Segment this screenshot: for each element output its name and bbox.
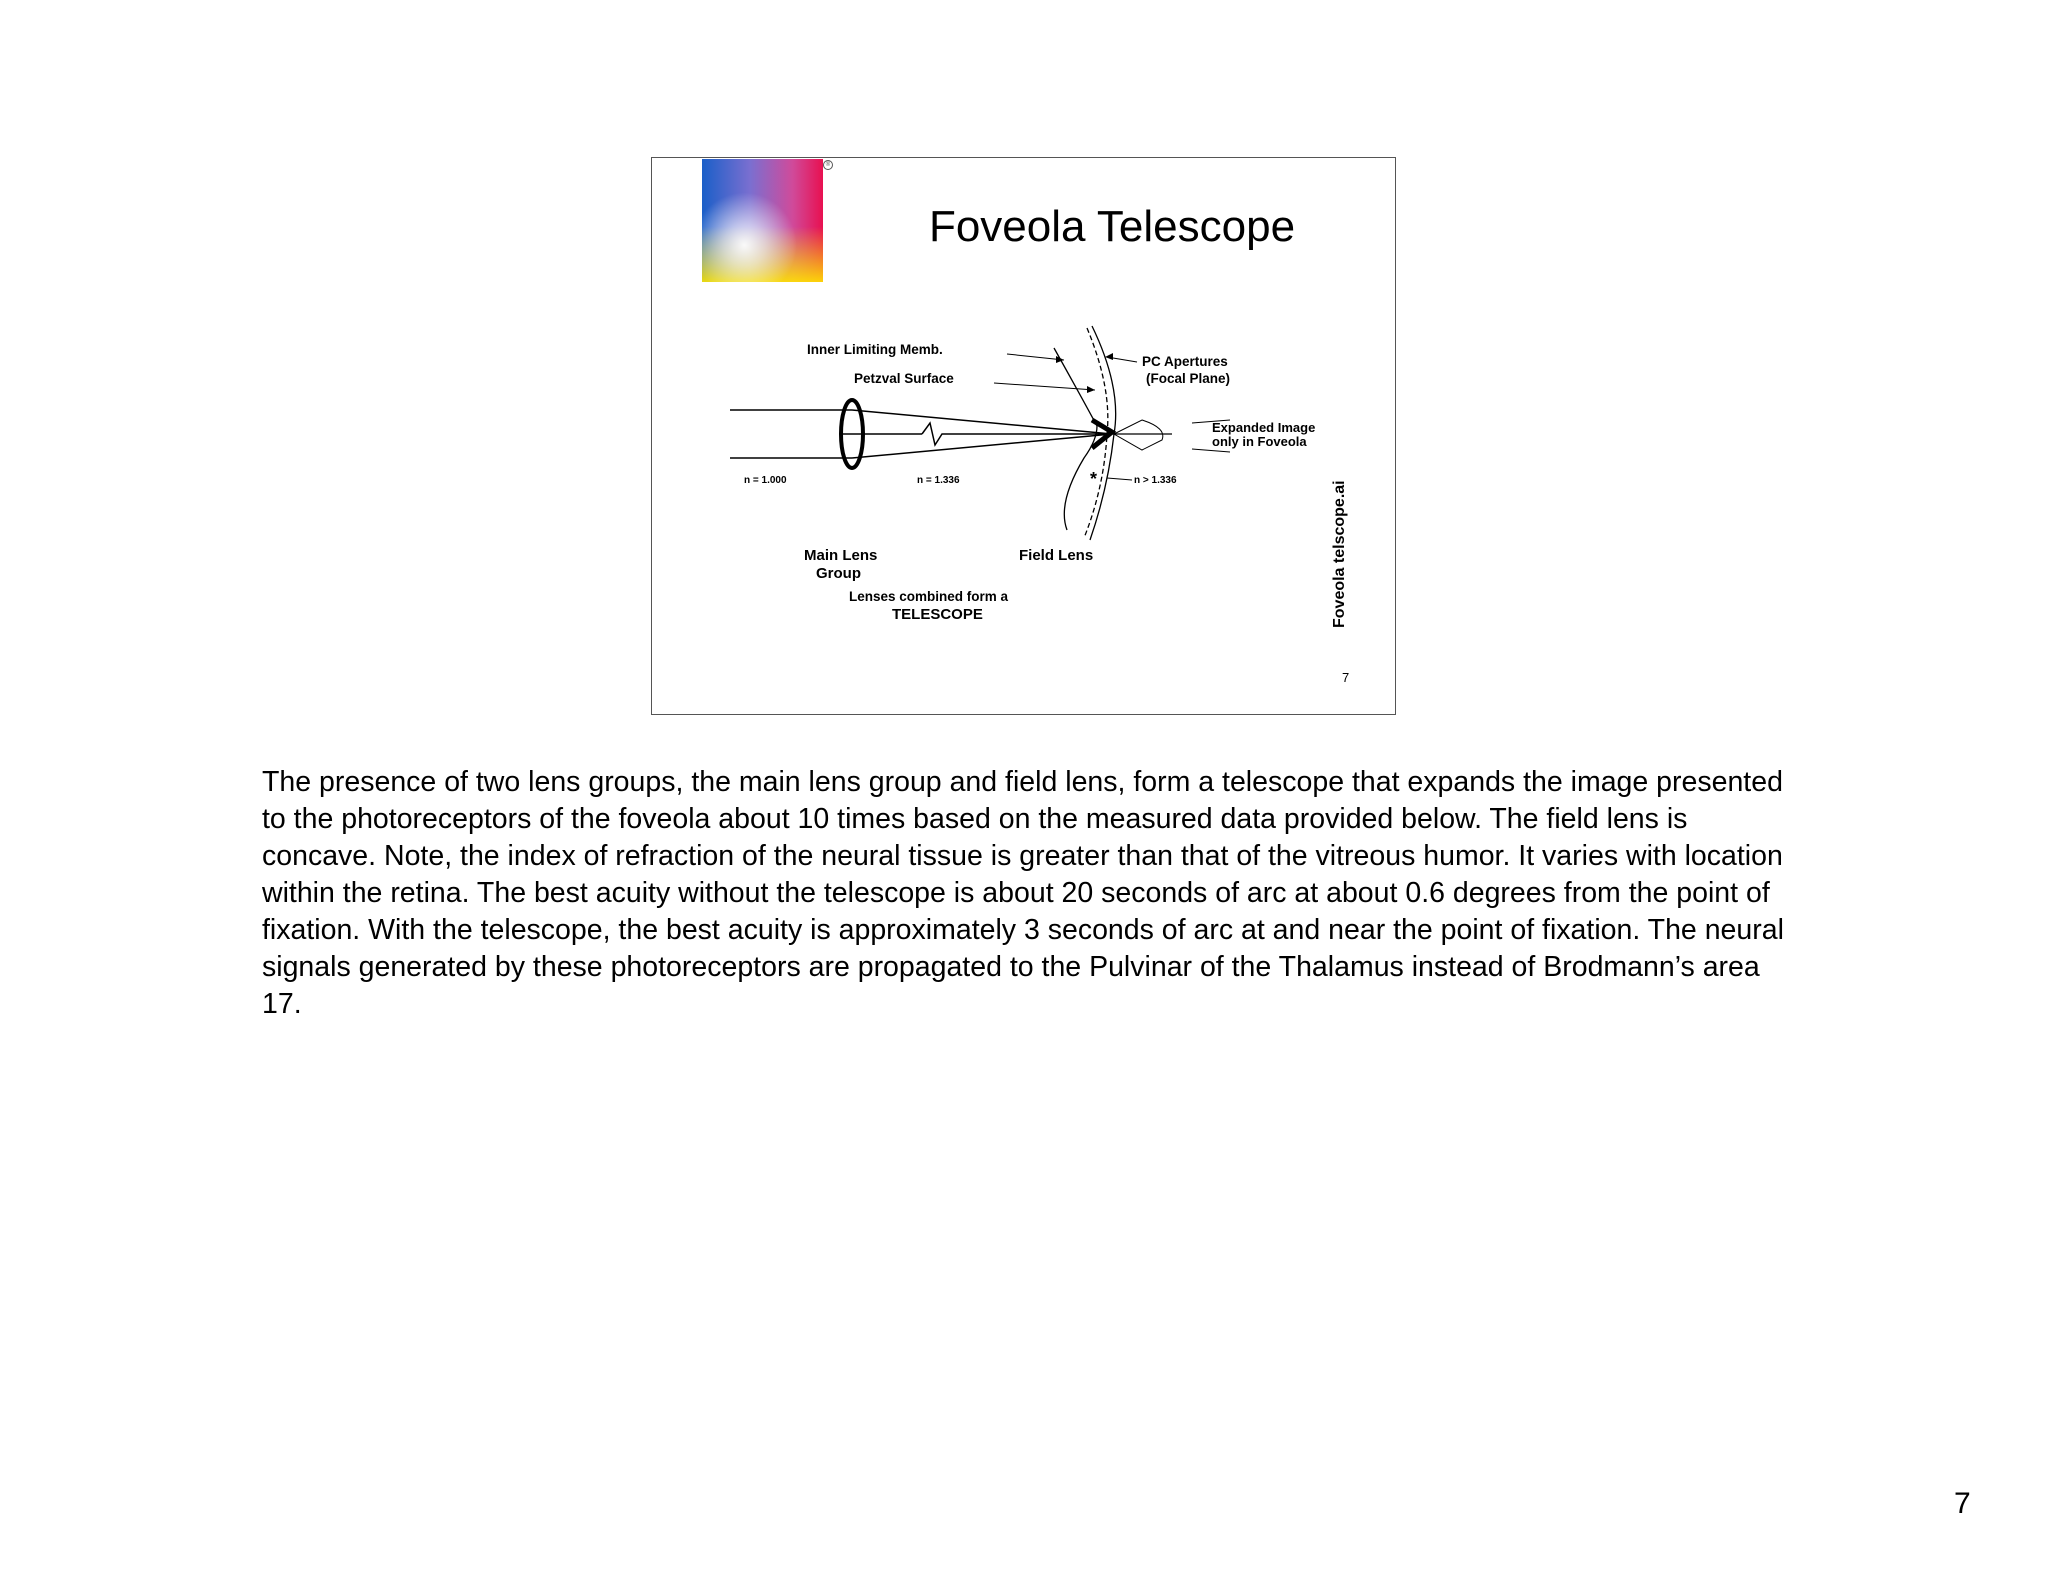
diverging-rays — [1114, 420, 1163, 450]
label-combined-2: TELESCOPE — [892, 606, 983, 623]
ray-converge-top — [852, 410, 1112, 434]
n3-pointer — [1107, 478, 1132, 480]
ray-converge-bottom — [852, 434, 1112, 458]
label-pc-apertures-1: PC Apertures — [1142, 354, 1228, 369]
asterisk-marker: * — [1090, 469, 1098, 489]
slide-title: Foveola Telescope — [928, 202, 1296, 251]
label-main-lens-2: Group — [816, 565, 861, 582]
inner-limiting-arrowhead — [1056, 356, 1064, 363]
petzval-arrowhead — [1087, 386, 1095, 393]
page-number: 7 — [1954, 1487, 1971, 1520]
label-expanded-1: Expanded Image — [1212, 420, 1316, 435]
watermark-vertical: Foveola telscope.ai — [1331, 480, 1348, 628]
body-paragraph: The presence of two lens groups, the main lens group and field lens, form a telescope that expands the image presented to the photoreceptors of the foveola about 10 times based on the measured data provided below. The field lens is concave. Note, the index of refraction of the neural tissue is greater than that of the vitreous humor. It varies with location within the retina. The best acuity without the telescope is about 20 seconds of arc at about 0.6 degrees from the point of fixation. With the telescope, the best acuity is approximately 3 seconds of arc at and near the point of fixation. The neural signals generated by these photoreceptors are propagated to the Pulvinar of the Thalamus instead of Brodmann’s area 17. — [262, 766, 1784, 1020]
registered-mark-icon: ® — [823, 160, 833, 170]
label-main-lens-1: Main Lens — [804, 547, 878, 564]
label-field-lens: Field Lens — [1019, 547, 1094, 564]
label-n3: n > 1.336 — [1134, 475, 1177, 486]
inner-limiting-pointer — [1007, 354, 1064, 360]
label-expanded-2: only in Foveola — [1212, 434, 1307, 449]
petzval-pointer — [994, 383, 1095, 390]
label-inner-limiting: Inner Limiting Memb. — [807, 342, 943, 357]
slide-inner-page-number: 7 — [1342, 670, 1350, 685]
label-combined-1: Lenses combined form a — [849, 589, 1009, 604]
telescope-diagram — [652, 158, 1397, 716]
label-n1: n = 1.000 — [744, 475, 787, 486]
slide-image — [651, 157, 1396, 715]
label-n2: n = 1.336 — [917, 475, 960, 486]
axis-break — [922, 423, 1112, 445]
label-pc-apertures-2: (Focal Plane) — [1146, 371, 1231, 386]
label-petzval: Petzval Surface — [854, 371, 954, 386]
expanded-pointer-bottom — [1192, 449, 1230, 452]
